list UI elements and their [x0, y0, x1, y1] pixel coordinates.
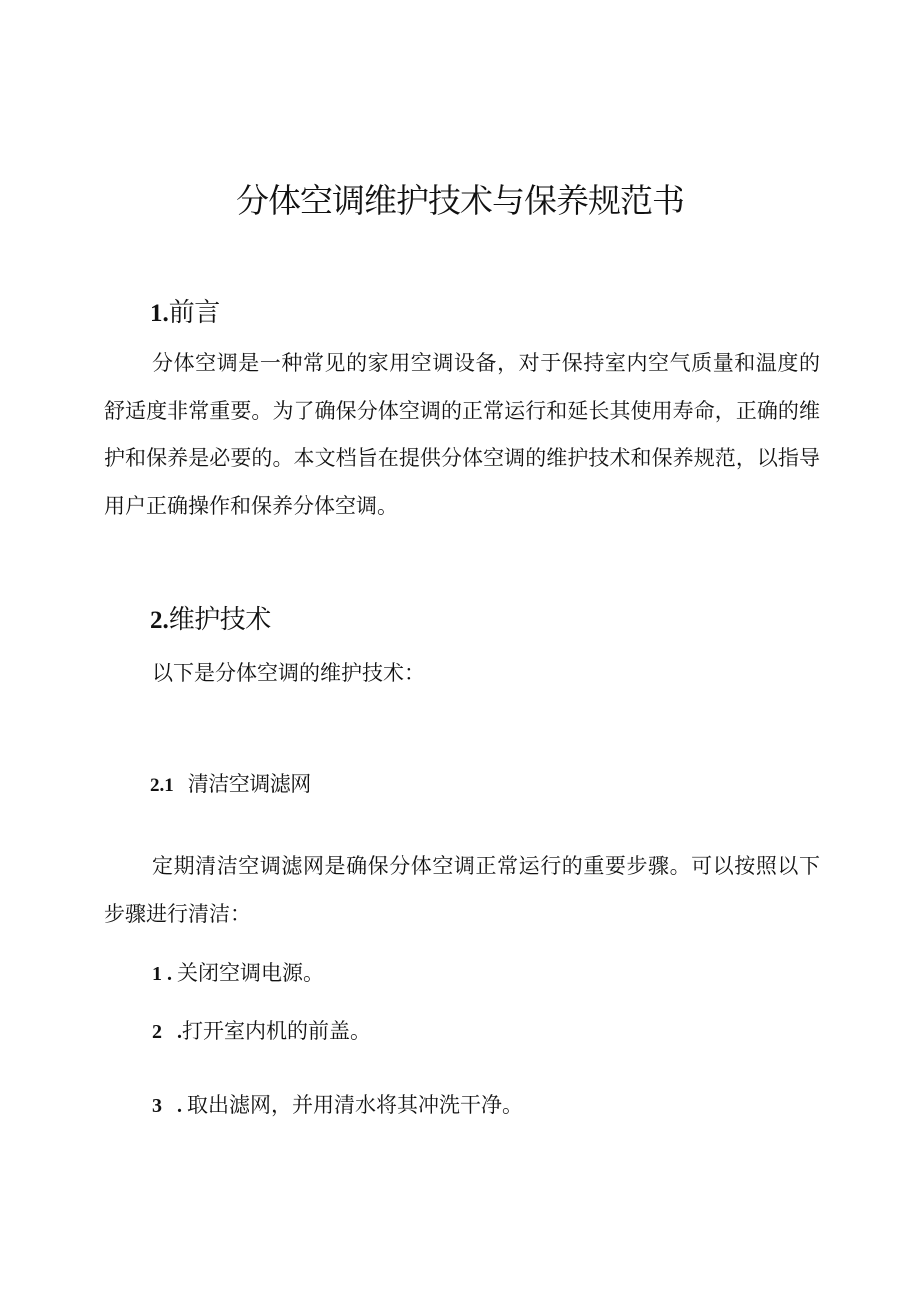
step-number: 2: [152, 1021, 162, 1043]
list-item: [152, 957, 324, 990]
step-number: 3: [152, 1095, 162, 1117]
list-item: [152, 1015, 371, 1048]
document-title: 分体空调维护技术与保养规范书: [236, 181, 684, 220]
section-number: 2.: [150, 607, 169, 634]
section-title: 前言: [168, 298, 220, 328]
step-text: 取出滤网，并用清水将其冲洗干净。: [187, 1093, 523, 1117]
subsection-heading-filter: [150, 768, 311, 802]
step-text: 打开室内机的前盖。: [182, 1019, 371, 1043]
step-separator: .: [162, 1095, 187, 1117]
subsection-title: 清洁空调滤网: [187, 772, 311, 796]
maintenance-intro: 以下是分体空调的维护技术：: [152, 661, 425, 685]
section-heading-maintenance: [150, 600, 271, 641]
filter-paragraph: 定期清洁空调滤网是确保分体空调正常运行的重要步骤。可以按照以下步骤进行清洁：: [104, 854, 820, 926]
preface-paragraph: 分体空调是一种常见的家用空调设备，对于保持室内空气质量和温度的舒适度非常重要。为了确保分体空调的正常运行和延长其使用寿命，正确的维护和保养是必要的。本文档旨在提供分体空调的维护技术和保养规范，以指导用户正确操作和保养分体空调。: [104, 351, 820, 518]
step-separator: .: [162, 1021, 182, 1043]
section-heading-preface: [150, 293, 220, 334]
step-text: 关闭空调电源。: [177, 961, 324, 985]
step-separator: .: [162, 963, 177, 985]
section-title: 维护技术: [168, 605, 271, 635]
section-number: 1.: [150, 300, 169, 327]
subsection-number: 2.1: [150, 775, 174, 796]
list-item: [152, 1089, 523, 1122]
step-number: 1: [152, 963, 162, 985]
